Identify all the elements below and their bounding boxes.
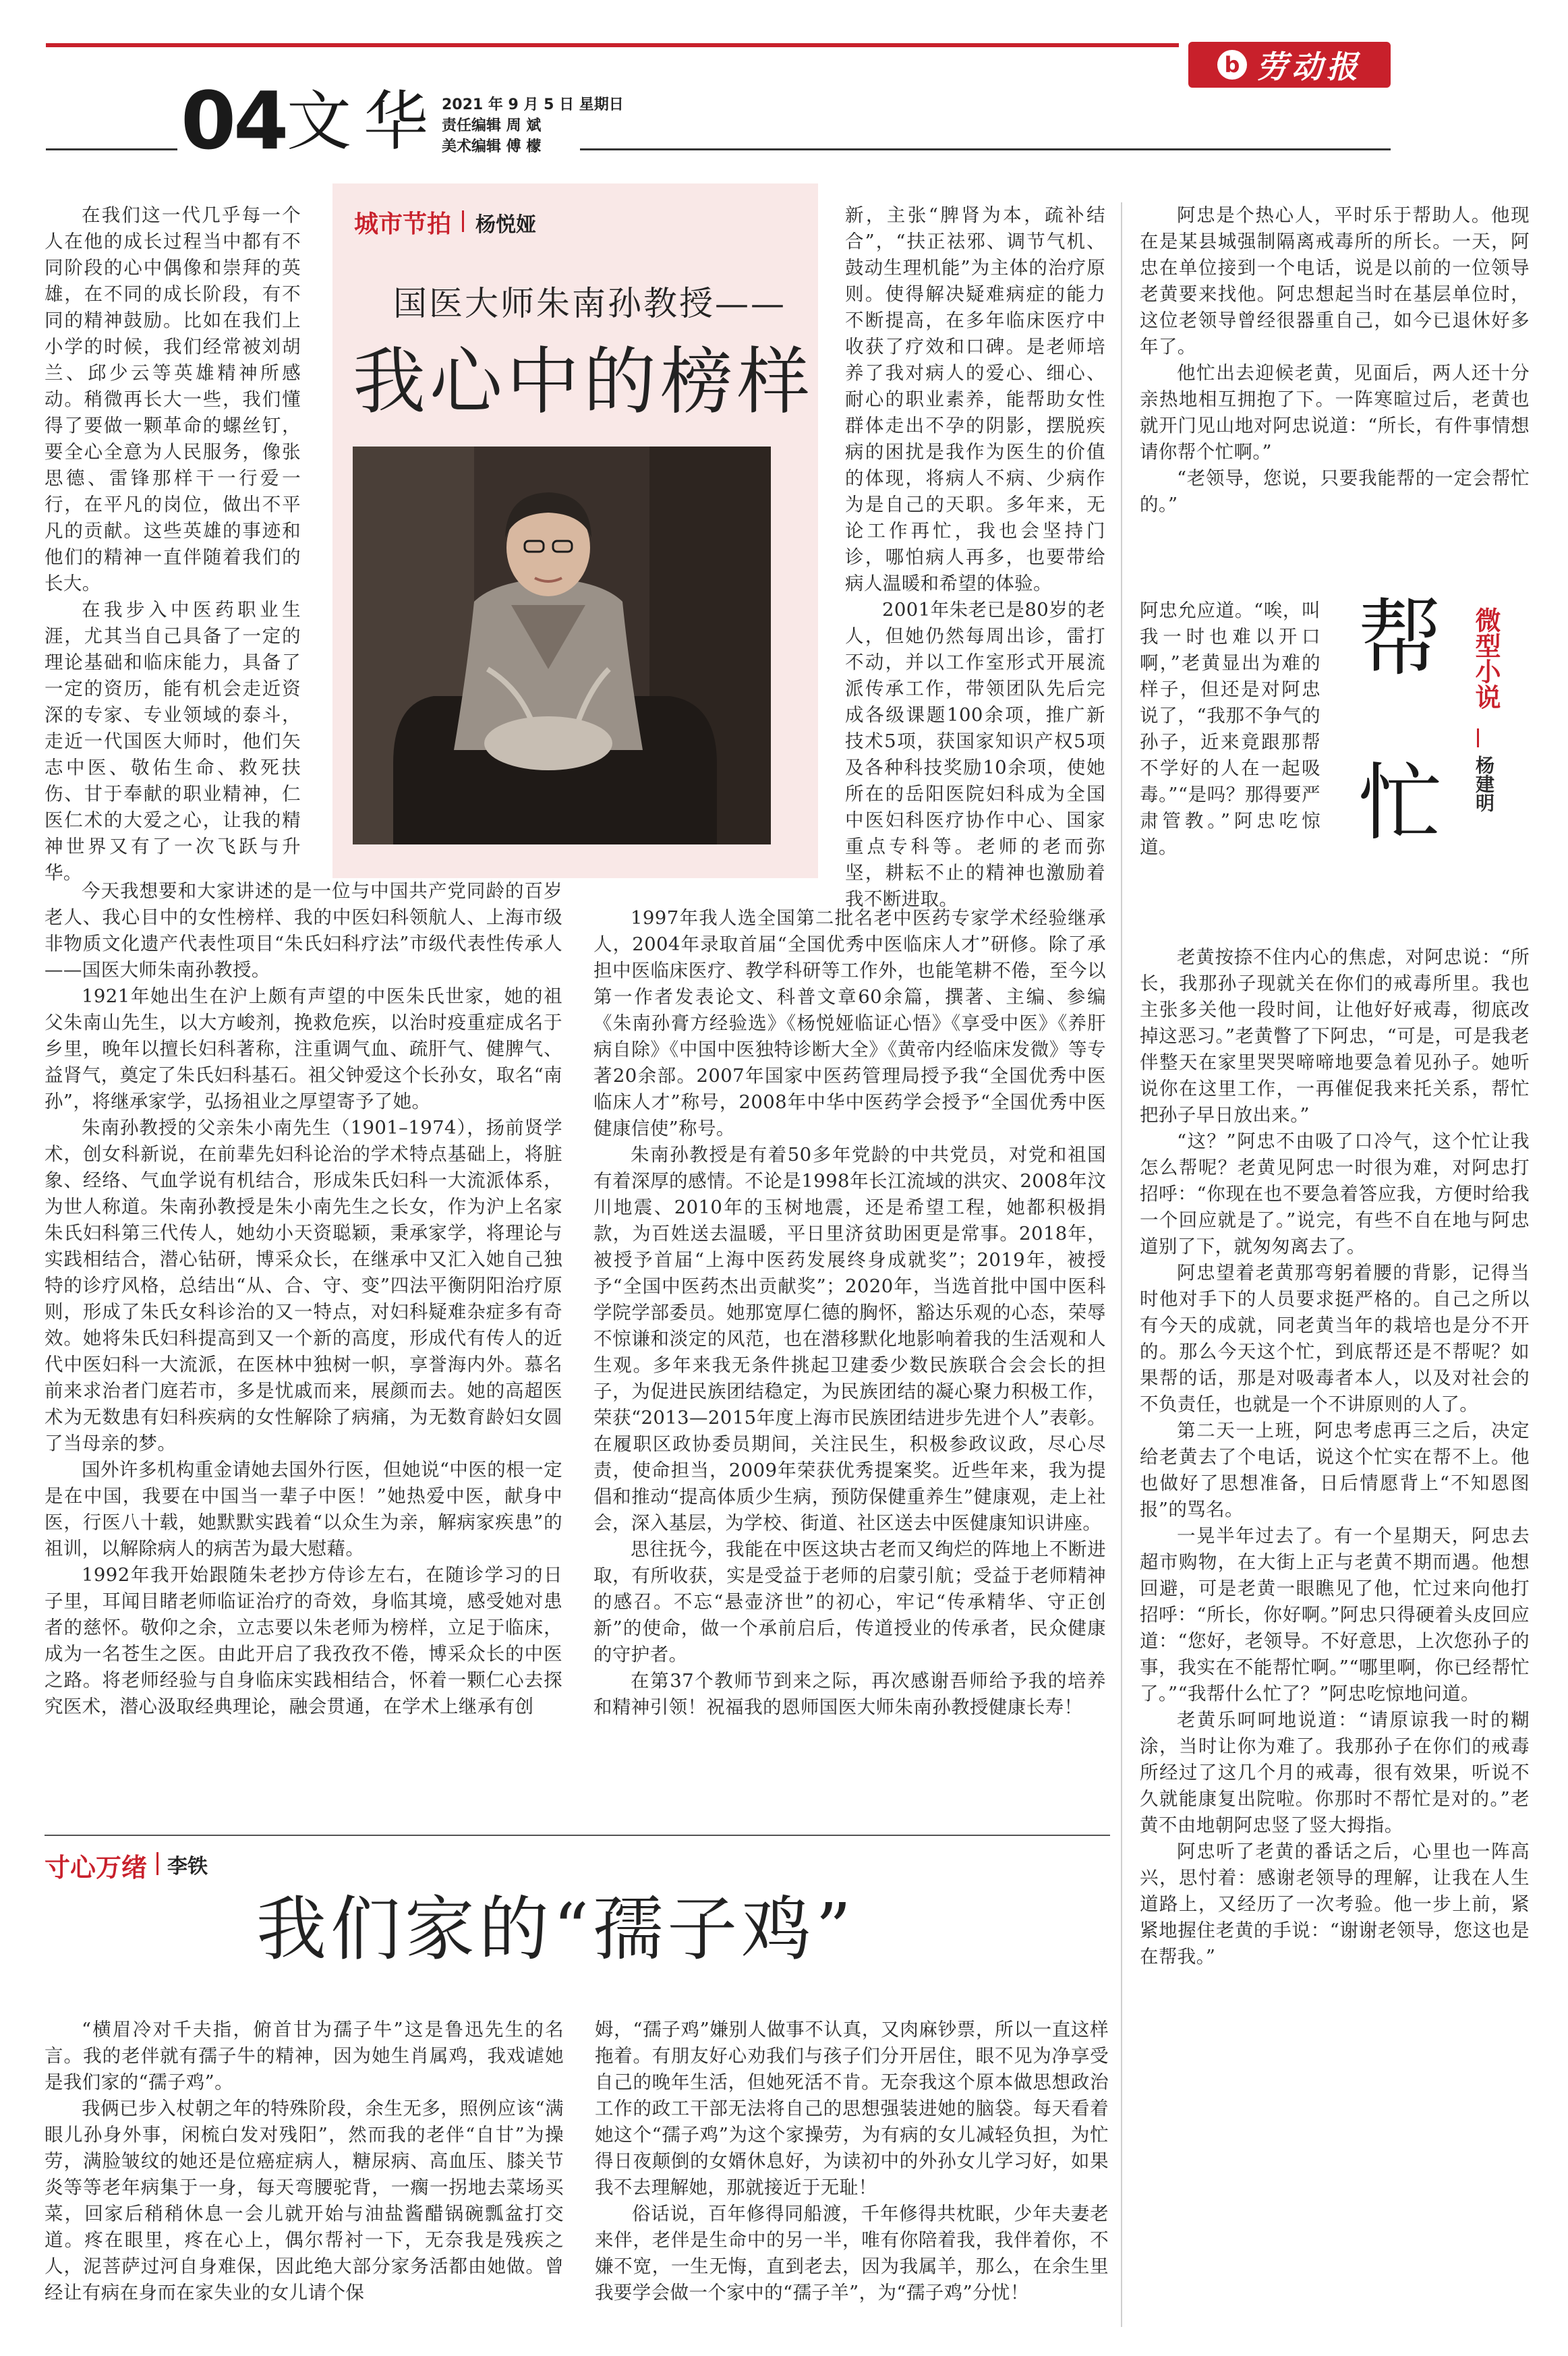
paragraph: 一晃半年过去了。有一个星期天，阿忠去超市购物，在大街上正与老黄不期而遇。他想回避，可是老黄一眼瞧见了他，忙过来向他打招呼：“所长，你好啊。”阿忠只得硬着头皮回应道：“您好，老领导。不好意思，上次您孙子的事，我实在不能帮忙啊。”“哪里啊，你已经帮忙了。”“我帮什么忙了？”阿忠吃惊地问道。: [1140, 1525, 1530, 1704]
header-rule-right: [580, 148, 1391, 150]
paragraph: 阿忠是个热心人，平时乐于帮助人。他现在是某县城强制隔离戒毒所的所长。一天，阿忠在单位接到一个电话，说是以前的一位领导老黄要来找他。阿忠想起当时在基层单位时，这位老领导曾经很器重自己，如今已退休好多年了。: [1140, 204, 1530, 357]
feature-kicker: 城市节拍: [354, 210, 452, 238]
article-intro-column: [45, 202, 301, 886]
kicker-divider: [1477, 728, 1479, 747]
paragraph: “横眉冷对千夫指，俯首甘为孺子牛”这是鲁迅先生的名言。我的老伴就有孺子牛的精神，因为她生肖属鸡，我戏谑她是我们家的“孺子鸡”。: [45, 2019, 564, 2093]
article-column-3-bottom: [593, 905, 1106, 1721]
paragraph: 阿忠望着老黄那弯躬着腰的背影，记得当时他对手下的人员要求挺严格的。自己之所以有今天的成就，同老黄当年的栽培也是分不开的。那么今天这个忙，到底帮还是不帮呢？如果帮的话，那是对吸毒者本人，以及对社会的不负责任，也就是一个不讲原则的人了。: [1140, 1262, 1530, 1415]
paragraph: 朱南孙教授是有着50多年党龄的中共党员，对党和祖国有着深厚的感情。不论是1998年长江流域的洪灾、2008年汶川地震、2010年的玉树地震，还是希望工程，她都积极捐款，为百姓送去温暖，平日里济贫助困更是常事。2018年，被授予首届“上海中医药发展终身成就奖”；2019年，被授予“全国中医药杰出贡献奖”；2020年，当选首批中国中医科学院学部委员。她那宽厚仁德的胸怀，豁达乐观的心态，荣辱不惊谦和淡定的风范，也在潜移默化地影响着我的生活观和人生观。多年来我无条件挑起卫建委少数民族联合会会长的担子，为促进民族团结稳定，为民族团结的凝心聚力积极工作，荣获“2013—2015年度上海市民族团结进步先进个人”表彰。在履职区政协委员期间，关注民生，积极参政议政，尽心尽责，使命担当，2009年荣获优秀提案奖。近些年来，我为提倡和推动“提高体质少生病，预防保健重养生”健康观，走上社会，深入基层，为学校、街道、社区送去中医健康知识讲座。: [593, 1144, 1106, 1534]
bottom-story-column-1: [45, 2017, 564, 2306]
kicker-divider: [462, 210, 464, 232]
paragraph: 第二天一上班，阿忠考虑再三之后，决定给老黄去了个电话，说这个忙实在帮不上。他也做好了思想准备，日后情愿背上“不知恩图报”的骂名。: [1140, 1420, 1530, 1520]
kicker-divider: [156, 1852, 158, 1875]
header-top-rule: [46, 43, 1179, 47]
section-name: 文华: [287, 84, 440, 159]
paragraph: 老黄按捺不住内心的焦虑，对阿忠说：“所长，我那孙子现就关在你们的戒毒所里。我也主张多关他一段时间，让他好好戒毒，彻底改掉这恶习。”老黄瞥了下阿忠，“可是，可是我老伴整天在家里哭哭啼啼地要急着见孙子。她听说你在这里工作，一再催促我来托关系，帮忙把孙子早日放出来。”: [1140, 946, 1530, 1126]
micro-story-author: 杨建明: [1473, 755, 1495, 812]
bottom-story-author: 李铁: [167, 1855, 208, 1878]
paragraph: 俗话说，百年修得同船渡，千年修得共枕眠，少年夫妻老来伴，老伴是生命中的另一半，唯有你陪着我，我伴着你，不嫌不宽，一生无悔，直到老去，因为我属羊，那么，在余生里我要学会做一个家中的“孺子羊”，为“孺子鸡”分忧！: [595, 2203, 1109, 2303]
paragraph: 1997年我人选全国第二批名老中医药专家学术经验继承人，2004年录取首届“全国优秀中医临床人才”研修。除了承担中医临床医疗、教学科研等工作外，也能笔耕不倦，至今以第一作者发表论文、科普文章60余篇，撰著、主编、参编《朱南孙膏方经验选》《杨悦娅临证心悟》《享受中医》《养肝病自除》《中国中医独特诊断大全》《黄帝内经临床发微》等专著20余部。2007年国家中医药管理局授予我“全国优秀中医临床人才”称号，2008年中华中医药学会授予“全国优秀中医健康信使”称号。: [593, 907, 1106, 1139]
feature-title: 我心中的榜样: [353, 340, 815, 424]
paragraph: 1992年我开始跟随朱老抄方侍诊左右，在随诊学习的日子里，耳闻目睹老师临证治疗的奇效，身临其境，感受她对患者的慈怀。敬仰之余，立志要以朱老师为榜样，立足于临床，成为一名苍生之医。由此开启了我孜孜不倦，博采众长的中医之路。将老师经验与自身临床实践相结合，怀着一颗仁心去探究医术，潜心汲取经典理论，融会贯通，在学术上继承有创: [45, 1564, 562, 1717]
article-main-column: [45, 878, 562, 1720]
paragraph: 思往抚今，我能在中医这块古老而又绚烂的阵地上不断进取，有所收获，实是受益于老师的启蒙引航；受益于老师精神的感召。不忘“悬壶济世”的初心，牢记“传承精华、守正创新”的使命，做一个承前启后，传道授业的传承者，民众健康的守护者。: [593, 1539, 1106, 1665]
paragraph: 朱南孙教授的父亲朱小南先生（1901–1974），扬前贤学术，创女科新说，在前辈先妇科论治的学术特点基础上，将脏象、经络、气血学说有机结合，形成朱氏妇科一大流派体系，为世人称道。朱南孙教授是朱小南先生之长女，作为沪上名家朱氏妇科第三代传人，她幼小天资聪颖，秉承家学，将理论与实践相结合，潜心钻研，博采众长，在继承中又汇入她自己独特的诊疗风格，总结出“从、合、守、变”四法平衡阴阳治疗原则，形成了朱氏女科诊治的又一特点，对妇科疑难杂症多有奇效。她将朱氏妇科提高到又一个新的高度，形成代有传人的近代中医妇科一大流派，在医林中独树一帜，享誉海内外。慕名前来求治者门庭若市，多是忧戚而来，展颜而去。她的高超医术为无数患有妇科疾病的女性解除了病痛，为无数育龄妇女圆了当母亲的梦。: [45, 1117, 562, 1454]
bottom-story-column-2: [595, 2017, 1109, 2306]
paragraph: 他忙出去迎候老黄，见面后，两人还十分亲热地相互拥抱了下。一阵寒暄过后，老黄也就开门见山地对阿忠说道：“所长，有件事情想请你帮个忙啊。”: [1140, 362, 1530, 463]
micro-story-kicker: 微型小说: [1471, 607, 1501, 710]
bottom-story-kicker: 寸心万绪: [45, 1853, 148, 1883]
paragraph: 阿忠听了老黄的番话之后，心里也一阵高兴，思忖着：感谢老领导的理解，让我在人生道路上，又经历了一次考验。他一步上前，紧紧地握住老黄的手说：“谢谢老领导，您这也是在帮我。”: [1140, 1841, 1530, 1967]
paragraph: 2001年朱老已是80岁的老人，但她仍然每周出诊，雷打不动，并以工作室形式开展流派传承工作，带领团队先后完成各级课题100余项，推广新技术5项，获国家知识产权5项及各种科技奖励10余项，使她所在的岳阳医院妇科成为全国中医妇科医疗协作中心、国家重点专科等。老师的老而弥坚，耕耘不止的精神也激励着我不断进取。: [845, 599, 1105, 910]
logo-icon: b: [1217, 50, 1247, 80]
paragraph: “老领导，您说，只要我能帮的一定会帮忙的。”: [1140, 467, 1530, 515]
masthead-logo[interactable]: [1188, 42, 1391, 88]
micro-story-bottom: [1140, 944, 1530, 1970]
art-editor-line: 美术编辑 傅 檬: [442, 138, 542, 155]
column-divider: [1121, 202, 1122, 2327]
paragraph: 姆，“孺子鸡”嫌别人做事不认真，又肉麻钞票，所以一直这样拖着。有朋友好心劝我们与孩子们分开居住，眼不见为净享受自己的晚年生活，但她死活不肯。无奈我这个原本做思想政治工作的政工干部无法将自己的思想强装进她的脑袋。每天看着她这个“孺子鸡”为这个家操劳，为有病的女儿减轻负担，为忙得日夜颠倒的女婿休息好，为读初中的外孙女儿学习好，如果我不去理解她，那就接近于无耻！: [595, 2019, 1109, 2198]
paragraph: 我俩已步入杖朝之年的特殊阶段，余生无多，照例应该“满眼儿孙身外事，闲梳白发对残阳”，然而我的老伴“自甘”为操劳，满脸皱纹的她还是位癌症病人，糖尿病、高血压、膝关节炎等等老年病集于一身，每天弯腰驼背，一瘸一拐地去菜场买菜，回家后稍稍休息一会儿就开始与油盐酱醋锅碗瓢盆打交道。疼在眼里，疼在心上，偶尔帮衬一下，无奈我是残疾之人，泥菩萨过河自身难保，因此绝大部分家务活都由她做。曾经让有病在身而在家失业的女儿请个保: [45, 2098, 564, 2303]
paragraph: 新，主张“脾肾为本，疏补结合”，“扶正祛邪、调节气机、鼓动生理机能”为主体的治疗原则。使得解决疑难病症的能力不断提高，在多年临床医疗中收获了疗效和口碑。是老师培养了我对病人的爱心、细心、耐心的职业素养，能帮助女性群体走出不孕的阴影，摆脱疾病的困扰是我作为医生的价值的体现，将病人不病、少病作为是自己的天职。多年来，无论工作再忙，我也会坚持门诊，哪怕病人再多，也要带给病人温暖和希望的体验。: [845, 204, 1105, 594]
editor-line: 责任编辑 周 斌: [442, 117, 542, 134]
paragraph: 老黄乐呵呵地说道：“请原谅我一时的糊涂，当时让你为难了。我那孙子在你们的戒毒所经过了这几个月的戒毒，很有效果，听说不久就能康复出院啦。你那时不帮忙是对的。”老黄不由地朝阿忠竖了竖大拇指。: [1140, 1709, 1530, 1836]
paragraph: 在第37个教师节到来之际，再次感谢吾师给予我的培养和精神引领！祝福我的恩师国医大师朱南孙教授健康长寿！: [593, 1670, 1106, 1718]
paragraph: 在我们这一代几乎每一个人在他的成长过程当中都有不同阶段的心中偶像和崇拜的英雄，在不同的成长阶段，有不同的精神鼓励。比如在我们上小学的时候，我们经常被刘胡兰、邱少云等英雄精神所感动。稍微再长大一些，我们懂得了要做一颗革命的螺丝钉，要全心全意为人民服务，像张思德、雷锋那样干一行爱一行，在平凡的岗位，做出不平凡的贡献。这些英雄的事迹和他们的精神一直伴随着我们的长大。: [45, 204, 301, 594]
feature-header-box: [332, 183, 818, 878]
paragraph: 在我步入中医药职业生涯，尤其当自己具备了一定的理论基础和临床能力，具备了一定的资历，能有机会走近资深的专家、专业领域的泰斗，走近一代国医大师时，他们矢志中医、敬佑生命、救死扶伤、甘于奉献的职业精神，仁医仁术的大爱之心，让我的精神世界又有了一次飞跃与升华。: [45, 599, 301, 884]
paragraph: 阿忠允应道。“唉，叫我一时也难以开口啊，”老黄显出为难的样子，但还是对阿忠说了，“我那不争气的孙子，近来竟跟那帮不学好的人在一起吸毒。”“是吗？那得要严肃管教。”阿忠吃惊道。: [1140, 600, 1320, 858]
logo-text: 劳动报: [1256, 49, 1362, 85]
micro-story-title: 帮忙: [1344, 594, 1441, 923]
bottom-story-title: 我们家的“孺子鸡”: [256, 1888, 856, 1970]
portrait-illustration: [353, 447, 771, 844]
micro-story-top: [1140, 202, 1530, 518]
paragraph: 今天我想要和大家讲述的是一位与中国共产党同龄的百岁老人、我心目中的女性榜样、我的中医妇科领航人、上海市级非物质文化遗产代表性项目“朱氏妇科疗法”市级代表性传承人——国医大师朱南孙教授。: [45, 880, 562, 981]
paragraph: 国外许多机构重金请她去国外行医，但她说“中医的根一定是在中国，我要在中国当一辈子中医！”她热爱中医，献身中医，行医八十载，她默默实践着“以众生为亲，解病家疾患”的祖训，以解除病人的病苦为最大慰藉。: [45, 1459, 562, 1559]
paragraph: “这？”阿忠不由吸了口冷气，这个忙让我怎么帮呢？老黄见阿忠一时很为难，对阿忠打招呼：“你现在也不要急着答应我，方便时给我一个回应就是了。”说完，有些不自在地与阿忠道别了下，就匆匆离去了。: [1140, 1130, 1530, 1257]
bottom-story-rule: [45, 1835, 1110, 1836]
article-column-3-top: [845, 202, 1105, 913]
header-rule-left: [46, 148, 177, 150]
micro-story-narrow: [1140, 598, 1320, 861]
feature-subtitle: 国医大师朱南孙教授——: [393, 284, 786, 323]
portrait-photo: [353, 447, 771, 844]
section-number: 04: [181, 74, 287, 167]
paragraph: 1921年她出生在沪上颇有声望的中医朱氏世家，她的祖父朱南山先生，以大方峻剂，挽救危疾，以治时疫重症成名于乡里，晚年以擅长妇科著称，注重调气血、疏肝气、健脾气、益肾气，奠定了朱氏妇科基石。祖父钟爱这个长孙女，取名“南孙”，将继承家学，弘扬祖业之厚望寄予了她。: [45, 985, 562, 1112]
issue-date: 2021 年 9 月 5 日 星期日: [442, 96, 624, 113]
feature-author: 杨悦娅: [475, 213, 536, 237]
micro-story-title-block: [1335, 594, 1531, 944]
